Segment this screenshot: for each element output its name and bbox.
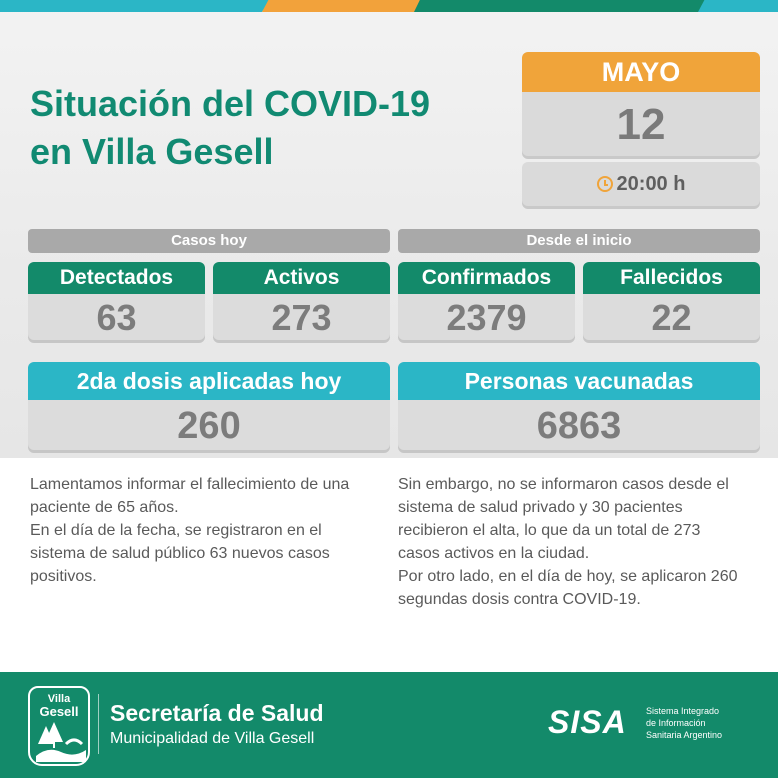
- sisa-description: [646, 705, 722, 741]
- org-title: Secretaría de Salud: [110, 700, 324, 726]
- section-label-today: Casos hoy: [28, 229, 390, 253]
- pine-trees-icon: [36, 722, 86, 762]
- stat-fallecidos-label: Fallecidos: [583, 262, 760, 294]
- left-paragraph-1: Lamentamos informar el fallecimiento de una paciente de 65 años.: [30, 476, 350, 516]
- right-paragraph-1: Sin embargo, no se informaron casos desde el sistema de salud privado y 30 pacientes recibieron el alta, lo que da un total de 273 casos activos en la ciudad.: [398, 476, 729, 562]
- right-paragraph-2: Por otro lado, en el día de hoy, se aplicaron 260 segundas dosis contra COVID-19.: [398, 568, 738, 608]
- title-line-2: en Villa Gesell: [30, 131, 274, 172]
- right-paragraph: [398, 473, 743, 611]
- sisa-description-line-1: Sistema Integrado: [646, 706, 720, 716]
- org-subtitle: Municipalidad de Villa Gesell: [110, 730, 315, 747]
- logo-text-line-1: Villa: [47, 693, 71, 705]
- left-paragraph: [30, 473, 370, 588]
- top-stripe-green: [414, 0, 706, 12]
- page-title: [30, 80, 490, 176]
- sisa-description-line-3: Sanitaria Argentino: [646, 730, 723, 740]
- vaccinated-people-label: Personas vacunadas: [398, 362, 760, 400]
- top-stripe-teal: [0, 0, 270, 12]
- stat-fallecidos-value: 22: [583, 294, 760, 340]
- vaccine-second-dose-value: 260: [28, 400, 390, 450]
- date-month: MAYO: [522, 52, 760, 92]
- vaccine-second-dose-label: 2da dosis aplicadas hoy: [28, 362, 390, 400]
- logo-text-line-2: Gesell: [39, 704, 79, 719]
- title-line-1: Situación del COVID-19: [30, 83, 431, 124]
- report-time: [522, 162, 760, 206]
- date-day: 12: [522, 92, 760, 156]
- villa-gesell-logo: [28, 686, 90, 766]
- stat-confirmados-value: 2379: [398, 294, 575, 340]
- sisa-logo: SISA: [548, 704, 627, 740]
- left-paragraph-2: En el día de la fecha, se registraron en el sistema de salud público 63 nuevos casos positivos.: [30, 522, 330, 585]
- vaccinated-people-value: 6863: [398, 400, 760, 450]
- top-stripe-teal-right: [698, 0, 778, 12]
- stat-confirmados-label: Confirmados: [398, 262, 575, 294]
- stat-activos-value: 273: [213, 294, 390, 340]
- stat-detectados-value: 63: [28, 294, 205, 340]
- stat-activos-label: Activos: [213, 262, 390, 294]
- clock-icon: [597, 176, 613, 192]
- top-stripe-orange: [262, 0, 422, 12]
- footer-divider: [98, 694, 99, 754]
- stat-detectados-label: Detectados: [28, 262, 205, 294]
- sisa-description-line-2: de Información: [646, 718, 706, 728]
- section-label-since-start: Desde el inicio: [398, 229, 760, 253]
- report-time-value: 20:00 h: [616, 172, 686, 195]
